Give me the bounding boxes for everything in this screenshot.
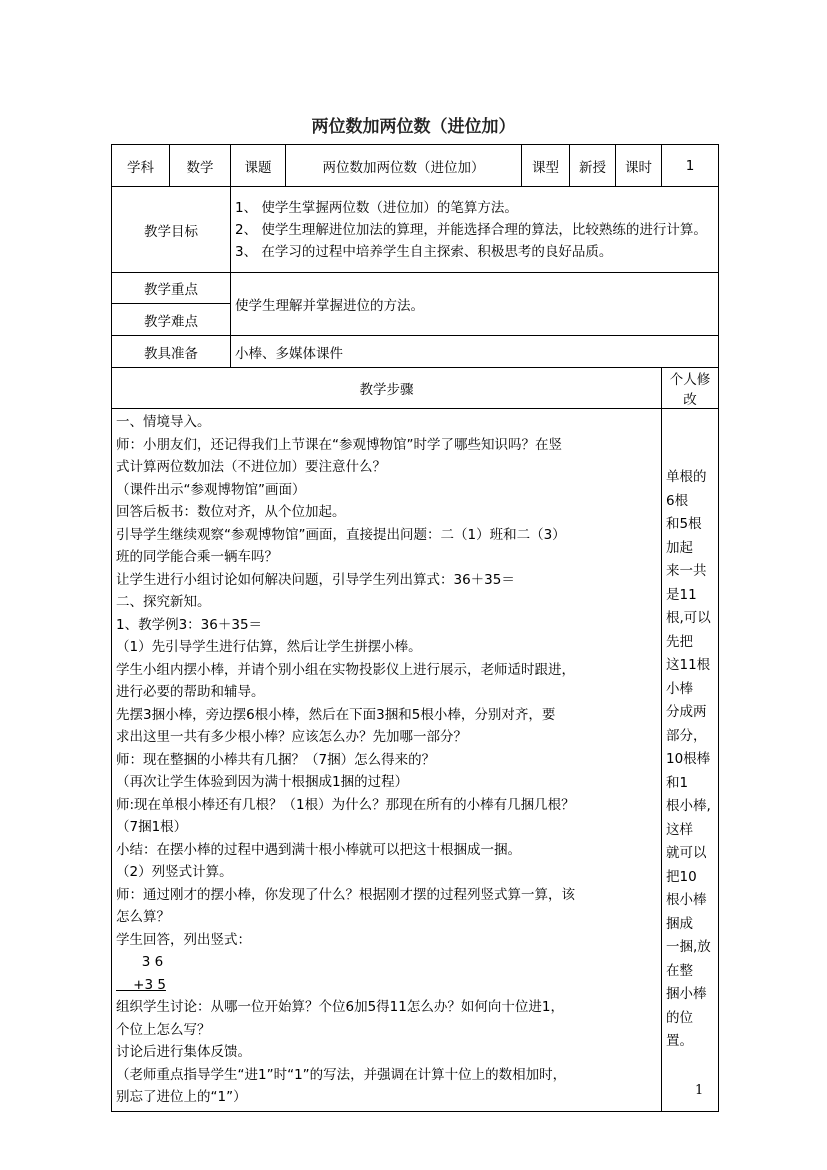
step-line: （再次让学生体验到因为满十根捆成1捆的过程） [116,774,409,790]
key-point-label: 教学重点 [112,273,231,304]
step-line: 别忘了进位上的“1”） [116,1089,247,1105]
modification-line: 就可以把10 [666,845,707,885]
modification-line: 和5根加起 [666,516,702,556]
topic-label: 课题 [231,145,286,187]
modification-line: 10根棒和1 [666,751,711,791]
topic-value: 两位数加两位数（进位加） [286,145,522,187]
modification-line: 置。 [666,1033,693,1049]
type-value: 新授 [570,145,616,187]
hours-value: 1 [662,145,719,187]
step-line: 回答后板书：数位对齐，从个位加起。 [116,504,346,520]
subject-value: 数学 [170,145,231,187]
step-line: 师：小朋友们，还记得我们上节课在“参观博物馆”时学了哪些知识吗？在竖 [116,436,562,453]
step-line: 师：通过刚才的摆小棒，你发现了什么？根据刚才摆的过程列竖式算一算，该 [116,886,575,903]
step-line: 讨论后进行集体反馈。 [116,1044,251,1060]
step-line: 式计算两位数加法（不进位加）要注意什么？ [116,459,386,475]
modification-line: 单根的6根 [666,469,707,509]
page-number: 1 [695,1083,704,1098]
header-row [112,145,719,187]
step-line: （课件出示“参观博物馆”画面） [116,481,306,498]
vertical-calc-line: 3 6 [116,954,164,970]
goal-item: 3、 在学习的过程中培养学生自主探索、积极思考的良好品质。 [235,243,613,260]
steps-header: 教学步骤 [112,368,662,409]
subject-label: 学科 [112,145,170,187]
tools-value: 小棒、多媒体课件 [231,336,719,368]
step-line: 学生小组内摆小棒，并请个别小组在实物投影仪上进行展示，老师适时跟进， [116,661,575,678]
step-line: 引导学生继续观察“参观博物馆”画面，直接提出问题：二（1）班和二（3） [116,526,566,543]
step-line: 班的同学能合乘一辆车吗？ [116,549,278,565]
step-line: 一、情境导入。 [116,414,211,430]
modification-line: 分成两部分， [666,704,707,744]
teaching-steps [112,409,662,1112]
step-line: 二、探究新知。 [116,594,211,610]
vertical-calc-line: +3 5 [116,976,166,993]
goal-item: 2、 使学生理解进位加法的算理，并能选择合理的算法，比较熟练的进行计算。 [235,221,707,238]
step-line: 先摆3捆小棒，旁边摆6根小棒，然后在下面3捆和5根小棒，分别对齐，要 [116,706,556,723]
steps-header-row [112,368,719,409]
step-line: 师：现在整捆的小棒共有几捆？（7捆）怎么得来的？ [116,751,436,768]
modification-line: 根小棒捆成 [666,892,707,932]
step-line: 怎么算？ [116,909,170,925]
type-label: 课型 [522,145,570,187]
step-line: 进行必要的帮助和辅导。 [116,684,265,700]
modification-header: 个人修改 [662,368,719,409]
tools-label: 教具准备 [112,336,231,368]
step-line: 1、教学例3：36＋35＝ [116,616,263,633]
goals-row [112,187,719,273]
goals-label: 教学目标 [112,187,231,273]
modification-line: 一捆,放在整 [666,939,711,979]
lesson-plan-table [111,144,719,1112]
modification-line: 这11根小棒 [666,657,711,697]
document-title: 两位数加两位数（进位加） [311,117,516,137]
step-line: 小结：在摆小棒的过程中遇到满十根小棒就可以把这十根捆成一捆。 [116,841,521,858]
modification-line: 根小棒,这样 [666,798,711,838]
goals-list [231,187,719,273]
step-line: （1）先引导学生进行估算，然后让学生拼摆小棒。 [116,639,422,655]
step-line: 让学生进行小组讨论如何解决问题，引导学生列出算式：36＋35＝ [116,571,515,588]
steps-row [112,409,719,1112]
modification-line: 捆小棒的位 [666,986,707,1026]
key-difficulty-text: 使学生理解并掌握进位的方法。 [231,273,719,336]
step-line: （2）列竖式计算。 [116,864,233,880]
step-line: （老师重点指导学生“进1”时“1”的写法，并强调在计算十位上的数相加时， [116,1066,567,1083]
modification-line: 根,可以先把 [666,610,711,650]
personal-modification [662,409,719,1112]
goal-item: 1、 使学生掌握两位数（进位加）的笔算方法。 [235,199,518,216]
step-line: （7捆1根） [116,819,188,835]
modification-line: 来一共是11 [666,563,707,603]
step-line: 组织学生讨论：从哪一位开始算？个位6加5得11怎么办？如何向十位进1， [116,999,564,1015]
hours-label: 课时 [616,145,662,187]
tools-row [112,336,719,368]
step-line: 求出这里一共有多少根小棒？应该怎么办？先加哪一部分？ [116,729,467,745]
difficulty-label: 教学难点 [112,304,231,336]
step-line: 学生回答，列出竖式： [116,931,251,948]
key-point-row [112,273,719,304]
step-line: 个位上怎么写？ [116,1021,211,1038]
step-line: 师:现在单根小棒还有几根？（1根）为什么？那现在所有的小棒有几捆几根？ [116,796,575,813]
